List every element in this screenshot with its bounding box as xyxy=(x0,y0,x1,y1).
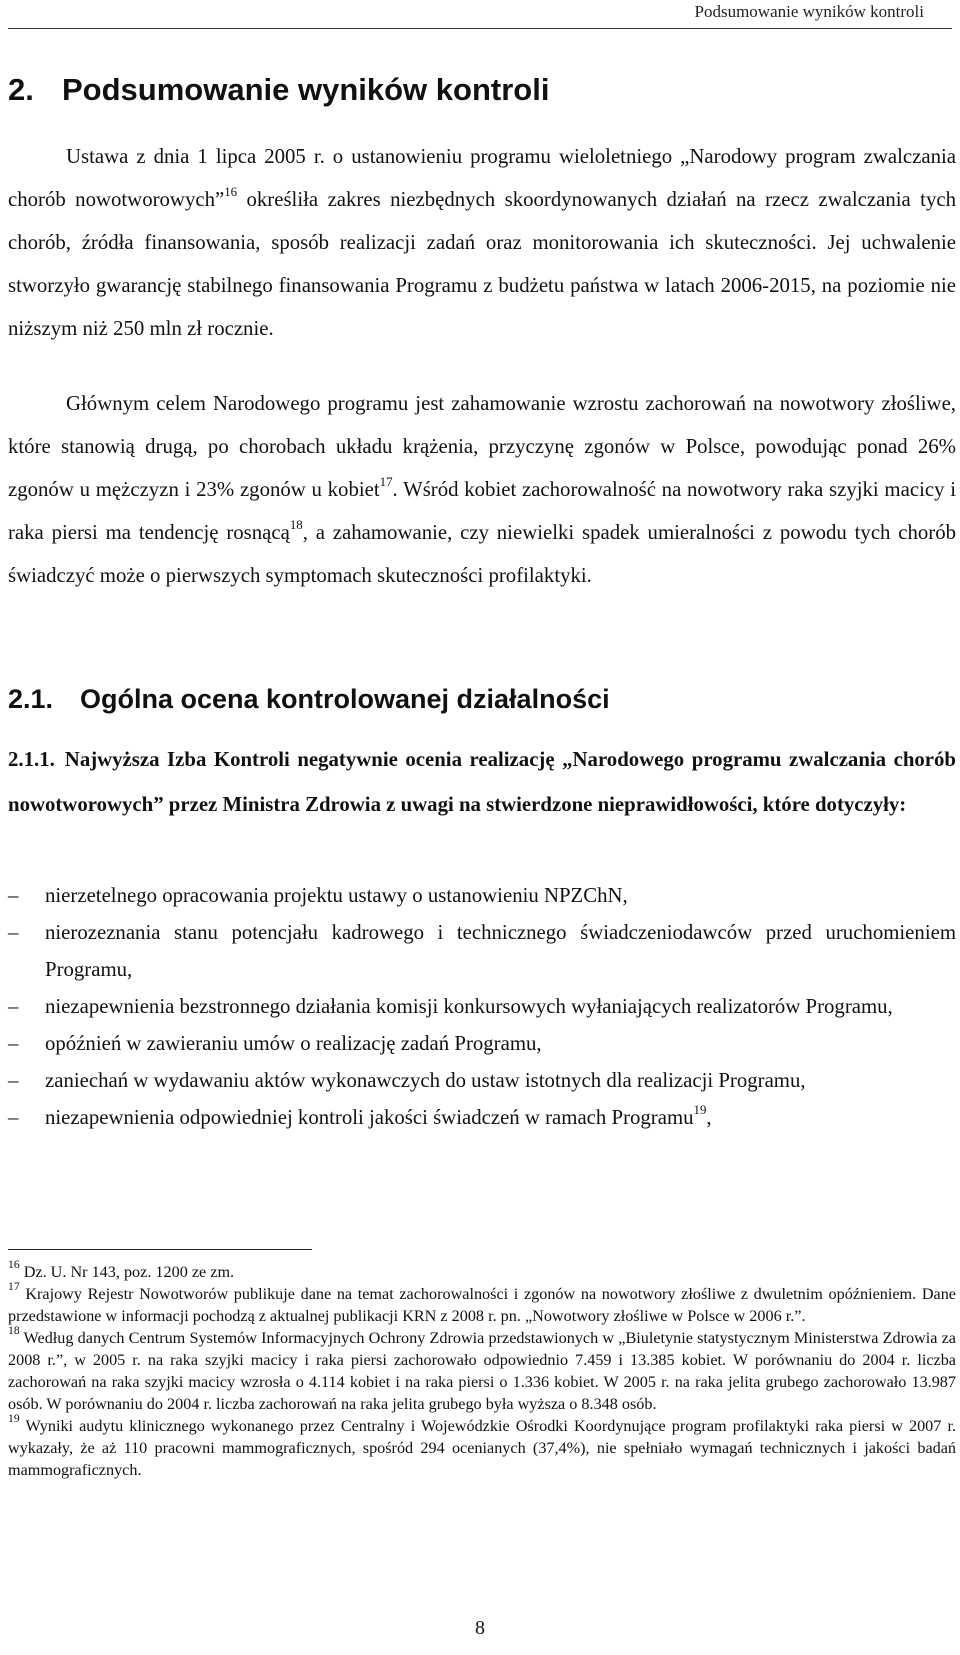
paragraph-intro-text-a: Ustawa z dnia 1 lipca 2005 r. o ustanowieniu programu wieloletniego „Narodowy program zwalczania chorób nowotworowych” xyxy=(8,145,956,211)
list-item xyxy=(8,1062,956,1099)
paragraph-goal-text-c: , a zahamowanie, czy niewielki spadek umieralności z powodu tych chorób świadczyć może o pierwszych symptomach skuteczności profilaktyki. xyxy=(8,521,957,587)
subsection-title: Ogólna ocena kontrolowanej działalności xyxy=(80,684,610,714)
footnote-text: Wyniki audytu klinicznego wykonanego przez Centralny i Wojewódzkie Ośrodki Koordynujące program profilaktyki raka piersi w 2007 r. wykazały, że aż 110 pracowni mammograficznych, spośród 294 ocenianych (37,4%), nie spełniało wymagań technicznych i jakości badań mammograficznych. xyxy=(8,1417,956,1479)
list-item xyxy=(8,988,956,1025)
subsection-heading xyxy=(8,684,610,715)
section-heading xyxy=(8,72,549,108)
dash-marker: – xyxy=(8,921,19,944)
section-number: 2. xyxy=(8,72,34,107)
footnotes xyxy=(8,1258,956,1481)
footnote-text: Według danych Centrum Systemów Informacyjnych Ochrony Zdrowia przedstawionych w „Biuletynie statystycznym Ministerstwa Zdrowia za 2008 r.”, w 2005 r. na raka szyjki macicy i raka piersi zachorowało odpowiednio 7.459 i 13.385 kobiet. W porównaniu do 2004 r. liczba zachorowań na raka szyjki macicy wzrosła o 4.114 kobiet i na raka piersi o 1.336 kobiet. W 2005 r. na raka jelita grubego zachorowało 13.987 osób. W porównaniu do 2004 r. liczba zachorowań na raka jelita grubego była wyższa o 8.348 osób. xyxy=(8,1329,956,1413)
list-item-text: zaniechań w wydawaniu aktów wykonawczych do ustaw istotnych dla realizacji Programu, xyxy=(45,1069,806,1092)
footnote-number: 18 xyxy=(8,1324,20,1338)
list-item-tail: , xyxy=(706,1106,712,1129)
paragraph-goal xyxy=(8,382,956,597)
subsection-number: 2.1. xyxy=(8,684,54,714)
dash-marker: – xyxy=(8,995,19,1018)
footnote-text: Dz. U. Nr 143, poz. 1200 ze zm. xyxy=(19,1263,235,1281)
list-item-text: niezapewnienia bezstronnego działania komisji konkursowych wyłaniających realizatorów Programu, xyxy=(45,995,893,1018)
list-item xyxy=(8,914,956,988)
dash-marker: – xyxy=(8,884,19,907)
paragraph-goal-text-a: Głównym celem Narodowego programu jest zahamowanie wzrostu zachorowań na nowotwory złośliwe, które stanowią drugą, po chorobach układu krążenia, przyczynę zgonów w Polsce, powodując ponad 26% zgonów u mężczyzn i 23% zgonów u kobiet xyxy=(8,392,956,501)
footnote-ref-17[interactable]: 17 xyxy=(379,474,393,489)
footnote-number: 17 xyxy=(8,1280,20,1294)
footnote-number: 16 xyxy=(8,1258,20,1272)
list-item-text: nierzetelnego opracowania projektu ustawy o ustanowieniu NPZChN, xyxy=(45,884,628,907)
footnote-19 xyxy=(8,1412,956,1481)
footnote-ref-18[interactable]: 18 xyxy=(289,517,303,532)
list-item-text: niezapewnienia odpowiedniej kontroli jakości świadczeń w ramach Programu xyxy=(45,1106,694,1129)
section-title: Podsumowanie wyników kontroli xyxy=(62,72,550,107)
paragraph-intro-text-b: określiła zakres niezbędnych skoordynowanych działań na rzecz zwalczania tych chorób, źródła finansowania, sposób realizacji zadań oraz monitorowania ich skuteczności. Jej uchwalenie stworzyło gwarancję stabilnego finansowania Programu z budżetu państwa w latach 2006-2015, na poziomie nie niższym niż 250 mln zł rocznie. xyxy=(8,188,956,340)
list-item xyxy=(8,877,956,914)
irregularities-list xyxy=(8,877,956,1136)
footnote-text: Krajowy Rejestr Nowotworów publikuje dane na temat zachorowalności i zgonów na nowotwory złośliwe z dwuletnim opóźnieniem. Dane przedstawione w informacji pochodzą z aktualnej publikacji KRN z 2008 r. pn. „Nowotwory złośliwe w Polsce w 2006 r.”. xyxy=(8,1285,956,1325)
footnote-ref-19[interactable]: 19 xyxy=(693,1102,707,1117)
finding-paragraph xyxy=(8,737,956,827)
footnote-ref-16[interactable]: 16 xyxy=(224,184,238,199)
list-item xyxy=(8,1099,956,1136)
footnote-17 xyxy=(8,1280,956,1327)
page-number: 8 xyxy=(475,1617,485,1639)
header-rule xyxy=(8,28,952,29)
dash-marker: – xyxy=(8,1069,19,1092)
dash-marker: – xyxy=(8,1032,19,1055)
list-item-text: nierozeznania stanu potencjału kadrowego i technicznego świadczeniodawców przed uruchomieniem Programu, xyxy=(45,921,956,981)
footnote-number: 19 xyxy=(8,1412,20,1426)
running-header: Podsumowanie wyników kontroli xyxy=(694,2,924,21)
list-item-text: opóźnień w zawieraniu umów o realizację zadań Programu, xyxy=(45,1032,542,1055)
dash-marker: – xyxy=(8,1106,19,1129)
footnote-16 xyxy=(8,1258,956,1283)
finding-text: Najwyższa Izba Kontroli negatywnie ocenia realizację „Narodowego programu zwalczania chorób nowotworowych” przez Ministra Zdrowia z uwagi na stwierdzone nieprawidłowości, które dotyczyły: xyxy=(8,748,956,816)
footnote-separator xyxy=(8,1249,312,1250)
footnote-18 xyxy=(8,1324,956,1415)
paragraph-goal-text-b: . Wśród kobiet zachorowalność na nowotwory raka szyjki macicy i raka piersi ma tendencję rosnącą xyxy=(8,478,956,544)
paragraph-intro xyxy=(8,135,956,350)
list-item xyxy=(8,1025,956,1062)
finding-number: 2.1.1. xyxy=(8,748,55,771)
